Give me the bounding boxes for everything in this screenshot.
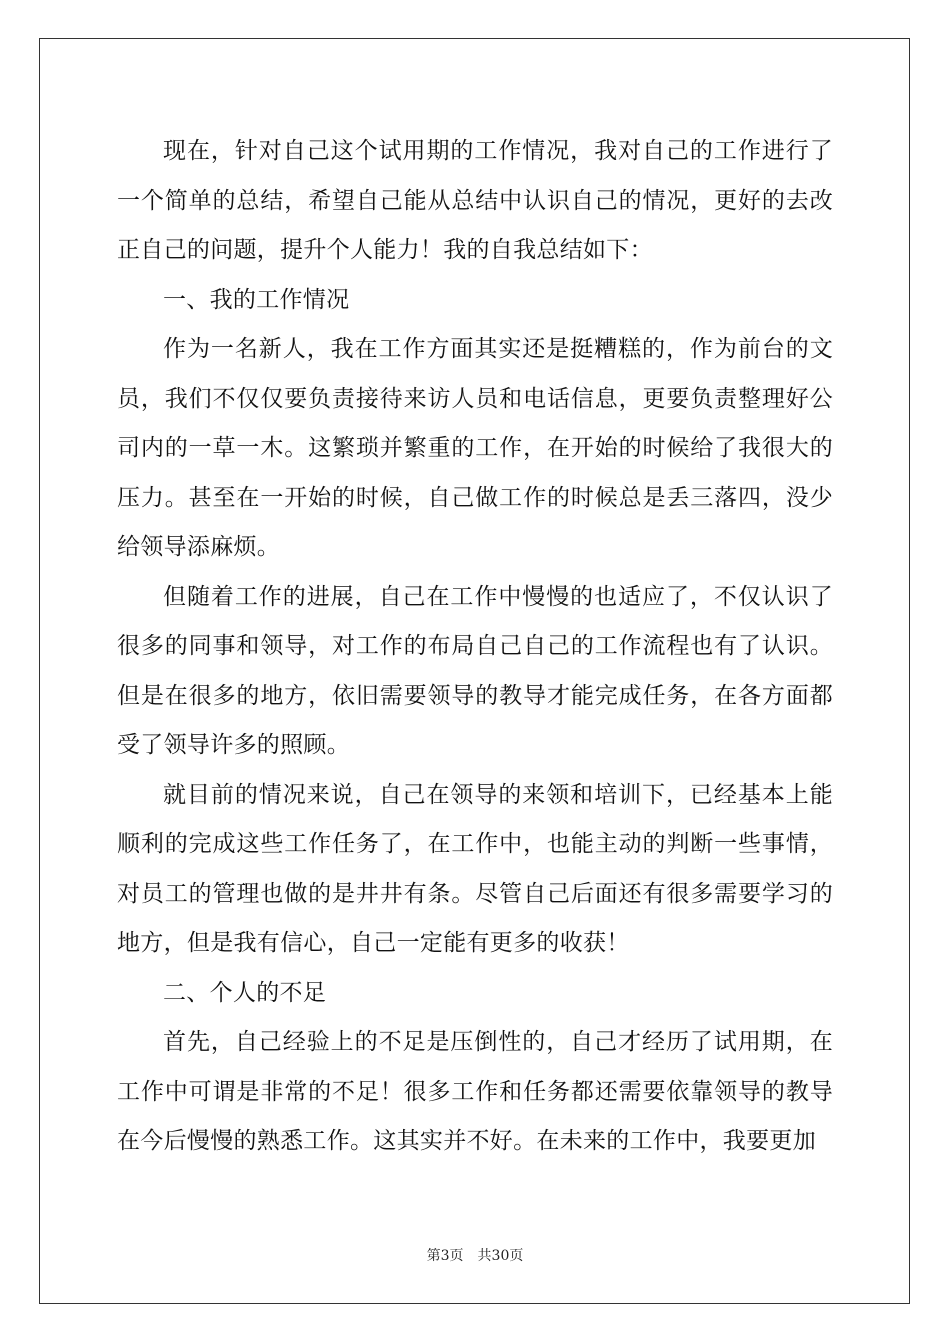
paragraph-new-employee: 作为一名新人，我在工作方面其实还是挺糟糕的，作为前台的文员，我们不仅仅要负责接待来访人员和电话信息，更要负责整理好公司内的一草一木。这繁琐并繁重的工作，在开始的时候给了我很大的压力。甚至在一开始的时候，自己做工作的时候总是丢三落四，没少给领导添麻烦。 (117, 336, 833, 560)
document-body (117, 127, 833, 1167)
paragraph-progress: 但随着工作的进展，自己在工作中慢慢的也适应了，不仅认识了很多的同事和领导，对工作的布局自己自己的工作流程也有了认识。但是在很多的地方，依旧需要领导的教导才能完成任务，在各方面都受了领导许多的照顾。 (117, 583, 833, 758)
paragraph-experience: 首先，自己经验上的不足是压倒性的，自己才经历了试用期，在工作中可谓是非常的不足！很多工作和任务都还需要依靠领导的教导在今后慢慢的熟悉工作。这其实并不好。在未来的工作中，我要更加 (117, 1029, 833, 1154)
page-total: 共30页 (477, 1248, 524, 1264)
section-heading-work-status: 一、我的工作情况 (163, 286, 350, 313)
paragraph-intro: 现在，针对自己这个试用期的工作情况，我对自己的工作进行了一个简单的总结，希望自己能从总结中认识自己的情况，更好的去改正自己的问题，提升个人能力！我的自我总结如下： (117, 138, 833, 263)
page-footer (0, 1245, 950, 1265)
section-heading-shortcomings: 二、个人的不足 (163, 979, 327, 1006)
page-number: 第3页 (426, 1248, 464, 1264)
paragraph-current-situation: 就目前的情况来说，自己在领导的来领和培训下，已经基本上能顺利的完成这些工作任务了，在工作中，也能主动的判断一些事情，对员工的管理也做的是井井有条。尽管自己后面还有很多需要学习的地方，但是我有信心，自己一定能有更多的收获！ (117, 781, 833, 956)
